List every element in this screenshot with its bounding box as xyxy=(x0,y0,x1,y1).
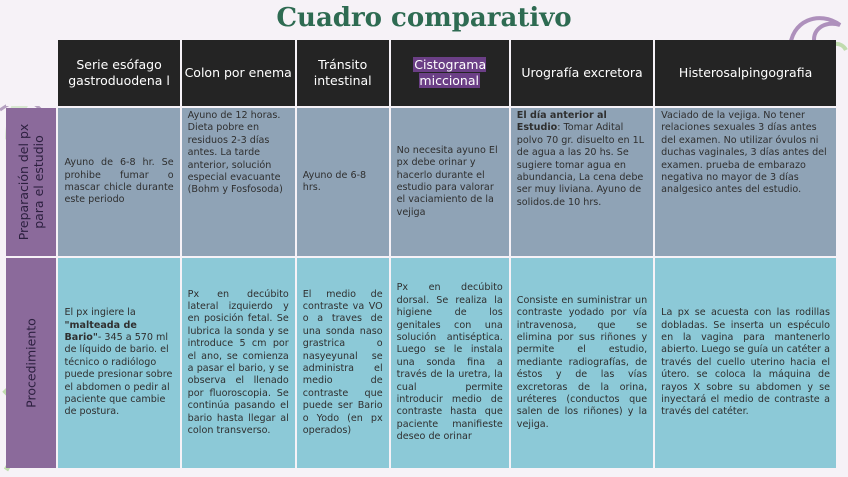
row-label-procedimiento: Procedimiento xyxy=(6,258,56,468)
column-header-histerosalpingografia: Histerosalpingografia xyxy=(655,40,836,106)
table-row-procedimiento xyxy=(6,258,836,468)
table-cell: Px en decúbito lateral izquierdo y en posición fetal. Se lubrica la sonda y se introduce 5 cm por el ano, se comienza a pasar el bario, y se observa el llenado por fluoroscopia. Se continúa pasando el bario hasta llegar al colon transverso. xyxy=(182,258,295,468)
page-title: Cuadro comparativo xyxy=(276,3,572,33)
header-row xyxy=(6,40,836,106)
column-header-colon-enema: Colon por enema xyxy=(182,40,295,106)
table-row-preparacion xyxy=(6,108,836,256)
column-header-urografia: Urografía excretora xyxy=(511,40,653,106)
row-label-preparacion: Preparación del px para el estudio xyxy=(6,108,56,256)
table-cell: El medio de contraste va VO o a traves de una sonda naso grastrica o nasyeyunal se administra el medio de contraste que puede ser Bario o Yodo (en px operados) xyxy=(297,258,389,468)
table-cell: No necesita ayuno El px debe orinar y hacerlo durante el estudio para valorar el vaciamiento de la vejiga xyxy=(391,108,509,256)
column-header-cistograma: Cistograma miccional xyxy=(391,40,509,106)
table-cell: Ayuno de 12 horas. Dieta pobre en residuos 2-3 días antes. La tarde anterior, solución especial evacuante (Bohm y Fosfosoda) xyxy=(182,108,295,256)
column-header-serie-esofago: Serie esófago gastroduodena l xyxy=(58,40,179,106)
table-cell: La px se acuesta con las rodillas dobladas. Se inserta un espéculo en la vagina para mantenerlo abierto. Luego se guía un catéter a través del cuello uterino hacia el útero. se coloca la máquina de rayos X sobre su abdomen y se inyectará el medio de contraste a través del catéter. xyxy=(655,258,836,468)
column-header-transito-intestinal: Tránsito intestinal xyxy=(297,40,389,106)
table-cell: El px ingiere la "malteada de Bario"- 345 a 570 ml de líquido de bario. el técnico o radiólogo puede presionar sobre el abdomen o pedir al paciente que cambie de postura. xyxy=(58,258,179,468)
table-cell: El día anterior al Estudio: Tomar Adital polvo 70 gr. disuelto en 1L de agua a las 20 hs. Se sugiere tomar agua en abundancia, La cena debe ser muy liviana. Ayuno de solidos.de 10 hrs. xyxy=(511,108,653,256)
table-cell: Px en decúbito dorsal. Se realiza la higiene de los genitales con una solución antiséptica. Luego se le instala una sonda fina a través de la uretra, la cual permite introducir medio de contraste hasta que paciente manifieste deseo de orinar xyxy=(391,258,509,468)
table-cell: Vaciado de la vejiga. No tener relaciones sexuales 3 días antes del examen. No utilizar óvulos ni duchas vaginales, 3 días antes del examen. prueba de embarazo negativa no mayor de 3 días analgesico antes del estudio. xyxy=(655,108,836,256)
table-cell: Ayuno de 6-8 hr. Se prohibe fumar o mascar chicle durante este periodo xyxy=(58,108,179,256)
comparison-table xyxy=(4,38,838,470)
table-cell: Ayuno de 6-8 hrs. xyxy=(297,108,389,256)
corner-cell xyxy=(6,40,56,106)
table-cell: Consiste en suministrar un contraste yodado por vía intravenosa, que se elimina por sus riñones y permite el estudio, mediante radiografías, de éstos y de las vías excretoras de la orina, uréteres (conductos que salen de los riñones) y la vejiga. xyxy=(511,258,653,468)
